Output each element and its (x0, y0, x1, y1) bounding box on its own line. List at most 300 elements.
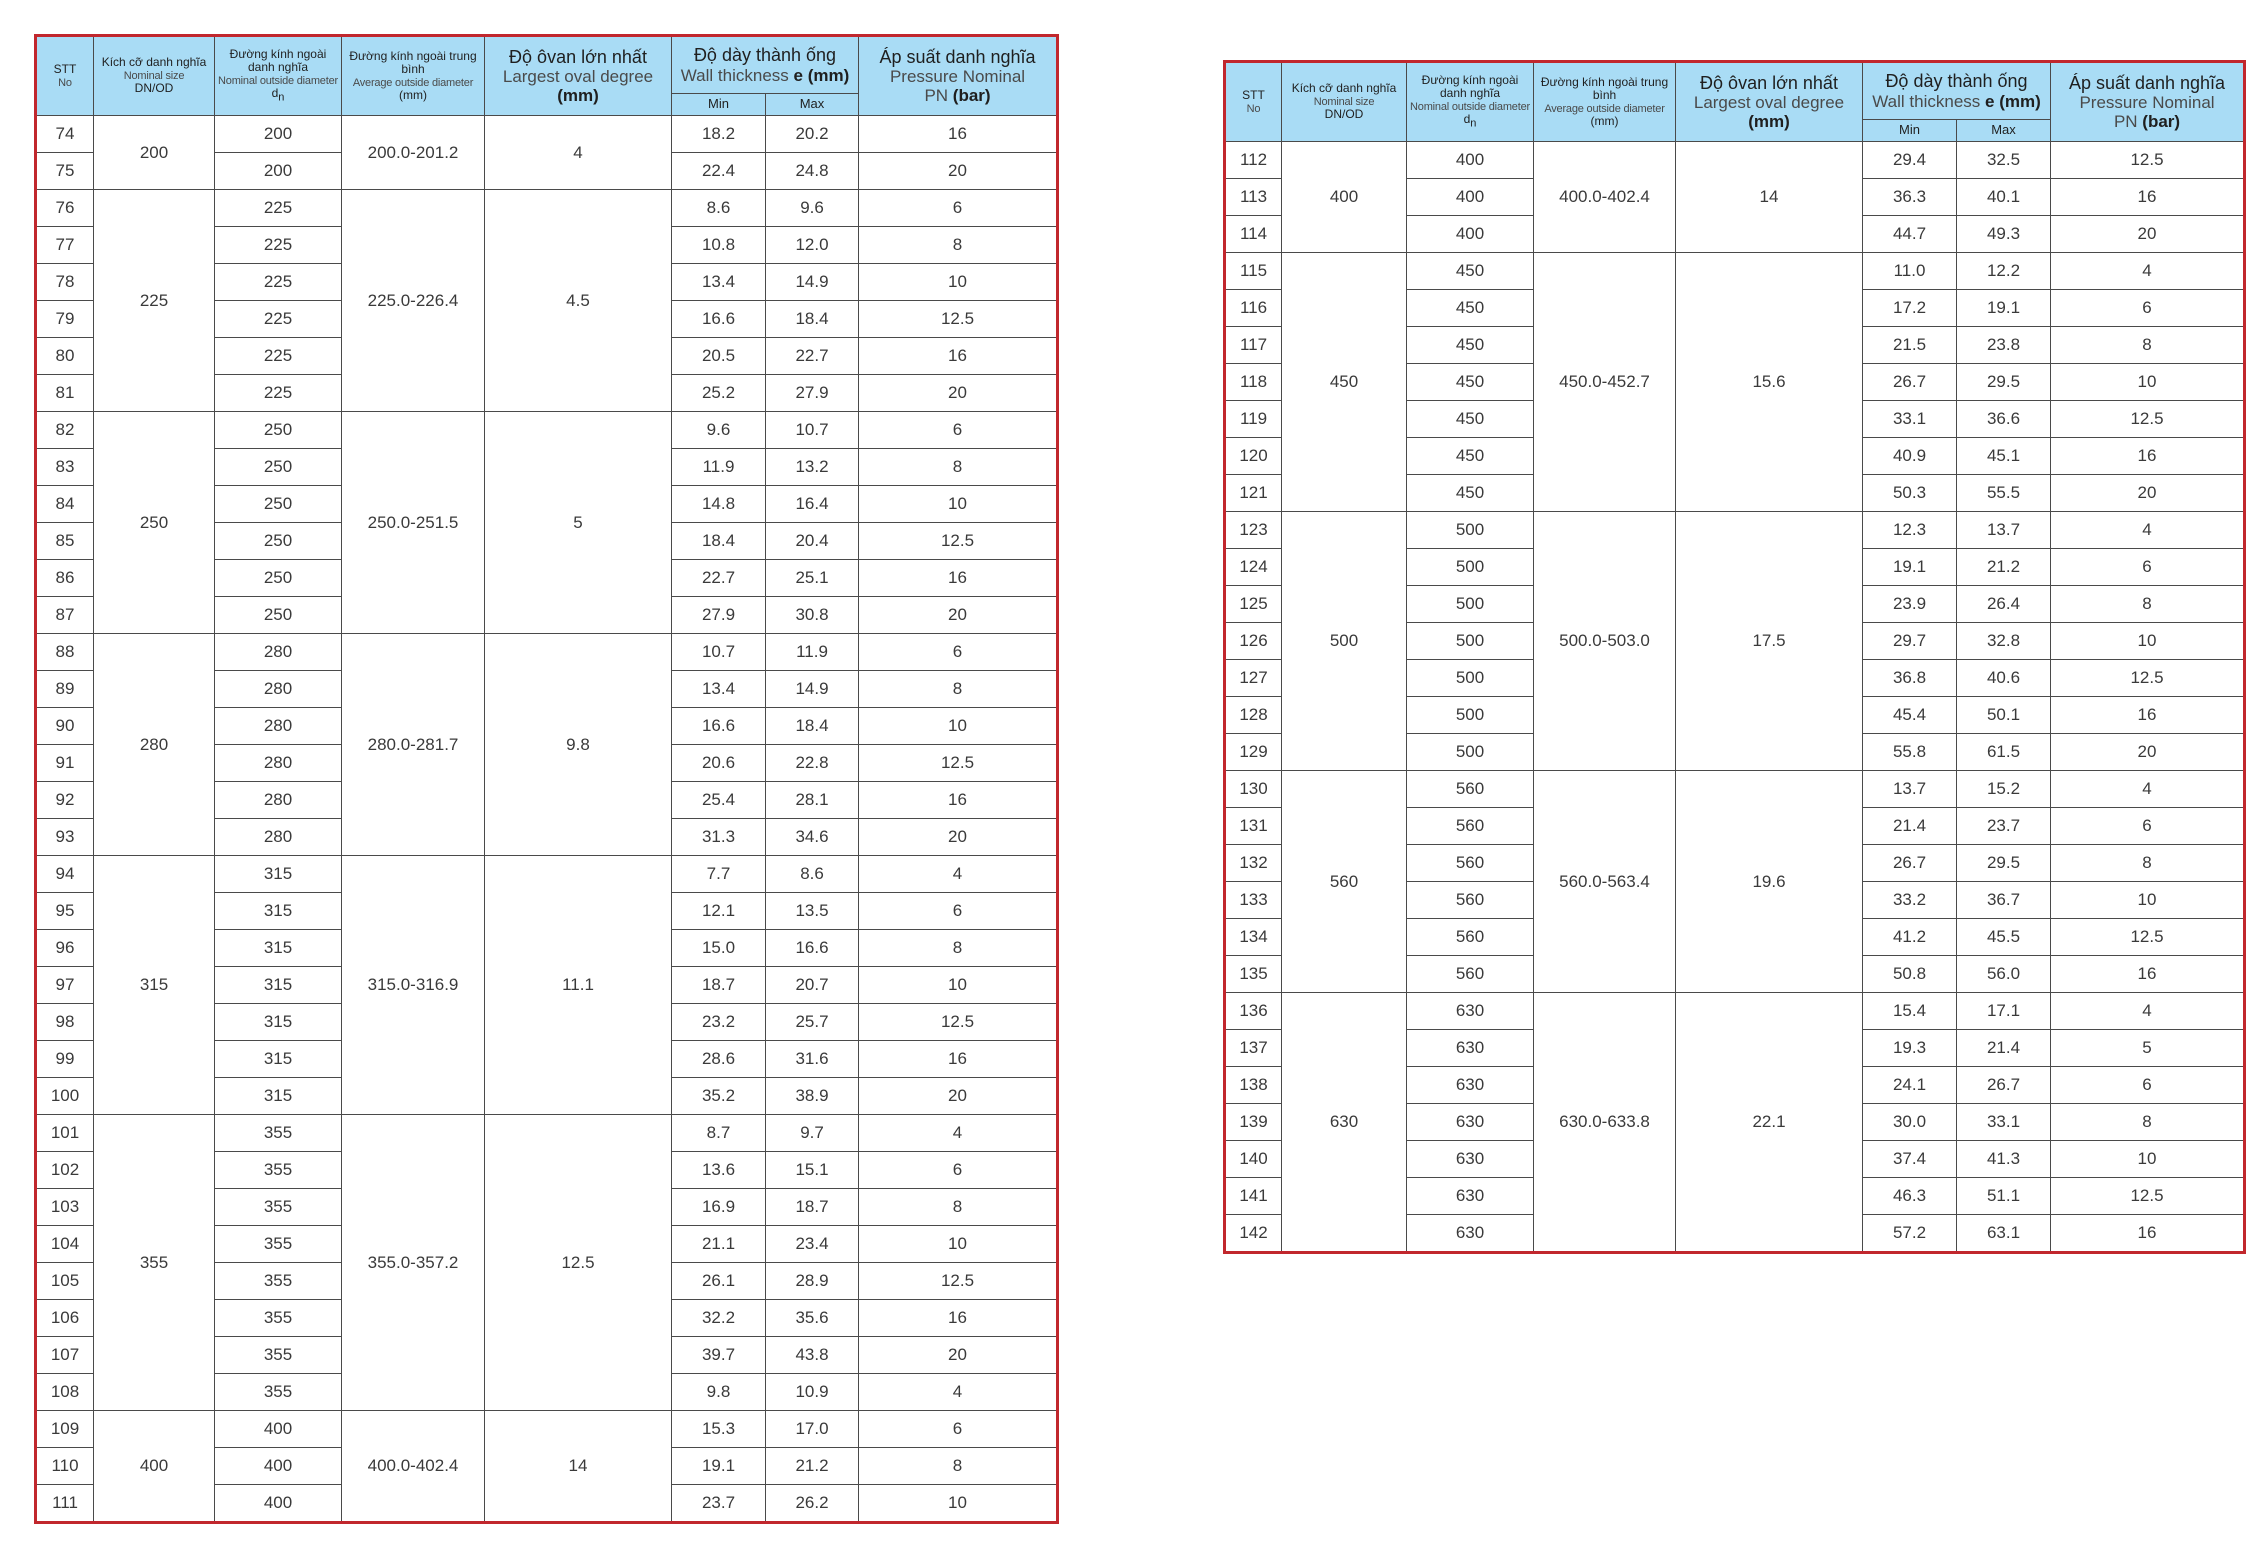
cell-nominal-od: 315 (215, 1078, 342, 1115)
cell-wall-max: 17.1 (1957, 993, 2051, 1030)
cell-wall-max: 35.6 (766, 1300, 859, 1337)
cell-wall-min: 36.3 (1863, 179, 1957, 216)
cell-stt: 108 (36, 1374, 94, 1411)
cell-stt: 81 (36, 375, 94, 412)
cell-stt: 86 (36, 560, 94, 597)
cell-pressure: 6 (2051, 808, 2245, 845)
cell-pressure: 10 (859, 486, 1058, 523)
cell-nominal-size: 280 (94, 634, 215, 856)
cell-nominal-size: 560 (1282, 771, 1407, 993)
cell-wall-max: 15.1 (766, 1152, 859, 1189)
cell-pressure: 4 (859, 1115, 1058, 1152)
cell-nominal-od: 250 (215, 449, 342, 486)
col-header-pn-unit: (bar) (952, 86, 991, 106)
cell-wall-min: 15.4 (1863, 993, 1957, 1030)
cell-pressure: 16 (859, 338, 1058, 375)
cell-wall-max: 18.4 (766, 708, 859, 745)
cell-nominal-size: 630 (1282, 993, 1407, 1253)
cell-stt: 134 (1225, 919, 1282, 956)
cell-pressure: 12.5 (859, 523, 1058, 560)
cell-wall-max: 23.7 (1957, 808, 2051, 845)
cell-nominal-od: 355 (215, 1226, 342, 1263)
cell-pressure: 8 (2051, 586, 2245, 623)
cell-wall-min: 21.5 (1863, 327, 1957, 364)
cell-wall-max: 15.2 (1957, 771, 2051, 808)
cell-stt: 78 (36, 264, 94, 301)
cell-wall-max: 14.9 (766, 264, 859, 301)
cell-pressure: 20 (859, 153, 1058, 190)
cell-stt: 89 (36, 671, 94, 708)
cell-nominal-od: 280 (215, 671, 342, 708)
cell-stt: 90 (36, 708, 94, 745)
col-header-size-en: Nominal size (1313, 95, 1375, 108)
cell-nominal-od: 355 (215, 1115, 342, 1152)
cell-wall-min: 55.8 (1863, 734, 1957, 771)
cell-nominal-od: 400 (215, 1411, 342, 1448)
cell-nominal-od: 560 (1407, 845, 1534, 882)
col-header-pn-prefix: PN (924, 86, 949, 106)
col-header-stt (1225, 62, 1282, 142)
cell-wall-max: 16.6 (766, 930, 859, 967)
cell-pressure: 6 (859, 893, 1058, 930)
cell-nominal-od: 400 (215, 1448, 342, 1485)
cell-wall-max: 20.2 (766, 116, 859, 153)
col-header-od-vi: Đường kính ngoài danh nghĩa (229, 47, 327, 75)
cell-wall-min: 29.7 (1863, 623, 1957, 660)
col-header-size-code: DN/OD (1324, 107, 1364, 122)
cell-nominal-od: 225 (215, 338, 342, 375)
table-row (1225, 771, 2245, 808)
cell-nominal-od: 200 (215, 116, 342, 153)
col-header-avg-en: Average outside diameter (352, 76, 474, 89)
cell-nominal-size: 400 (94, 1411, 215, 1523)
cell-nominal-od: 400 (1407, 216, 1534, 253)
cell-stt: 74 (36, 116, 94, 153)
col-header-average-od (1534, 62, 1676, 142)
cell-nominal-od: 315 (215, 1041, 342, 1078)
cell-wall-max: 29.5 (1957, 364, 2051, 401)
col-header-pn-vi: Áp suất danh nghĩa (2068, 72, 2226, 93)
cell-oval: 11.1 (485, 856, 672, 1115)
cell-stt: 125 (1225, 586, 1282, 623)
cell-stt: 112 (1225, 142, 1282, 179)
pipe-spec-table-left (34, 34, 1059, 1524)
cell-nominal-od: 250 (215, 560, 342, 597)
cell-wall-min: 10.8 (672, 227, 766, 264)
cell-wall-min: 50.3 (1863, 475, 1957, 512)
table-header (36, 36, 1058, 116)
cell-stt: 113 (1225, 179, 1282, 216)
cell-stt: 123 (1225, 512, 1282, 549)
cell-pressure: 6 (859, 634, 1058, 671)
col-header-average-od (342, 36, 485, 116)
cell-wall-max: 26.7 (1957, 1067, 2051, 1104)
cell-nominal-od: 560 (1407, 956, 1534, 993)
cell-wall-min: 14.8 (672, 486, 766, 523)
col-header-pn-vi: Áp suất danh nghĩa (879, 46, 1036, 67)
cell-pressure: 10 (859, 1226, 1058, 1263)
cell-stt: 127 (1225, 660, 1282, 697)
cell-nominal-od: 500 (1407, 549, 1534, 586)
cell-wall-min: 7.7 (672, 856, 766, 893)
cell-nominal-size: 355 (94, 1115, 215, 1411)
cell-stt: 120 (1225, 438, 1282, 475)
cell-pressure: 6 (2051, 549, 2245, 586)
cell-stt: 132 (1225, 845, 1282, 882)
cell-pressure: 8 (859, 671, 1058, 708)
cell-pressure: 6 (2051, 290, 2245, 327)
cell-wall-min: 19.1 (672, 1448, 766, 1485)
cell-nominal-size: 225 (94, 190, 215, 412)
cell-nominal-od: 630 (1407, 993, 1534, 1030)
cell-pressure: 8 (859, 227, 1058, 264)
col-header-wall-thickness (672, 36, 859, 94)
cell-oval: 17.5 (1676, 512, 1863, 771)
cell-nominal-od: 630 (1407, 1141, 1534, 1178)
cell-stt: 80 (36, 338, 94, 375)
cell-nominal-od: 280 (215, 819, 342, 856)
cell-nominal-od: 560 (1407, 808, 1534, 845)
cell-pressure: 20 (859, 375, 1058, 412)
cell-wall-max: 34.6 (766, 819, 859, 856)
cell-pressure: 10 (859, 264, 1058, 301)
cell-wall-max: 12.0 (766, 227, 859, 264)
col-header-min: Min (672, 94, 766, 116)
cell-pressure: 6 (859, 1152, 1058, 1189)
cell-wall-max: 41.3 (1957, 1141, 2051, 1178)
cell-wall-max: 20.7 (766, 967, 859, 1004)
cell-stt: 84 (36, 486, 94, 523)
cell-nominal-od: 630 (1407, 1104, 1534, 1141)
table-row (1225, 253, 2245, 290)
cell-wall-min: 9.8 (672, 1374, 766, 1411)
table-row (1225, 993, 2245, 1030)
cell-wall-min: 8.7 (672, 1115, 766, 1152)
cell-stt: 117 (1225, 327, 1282, 364)
col-header-wall-vi: Độ dày thành ống (1885, 71, 2028, 92)
cell-pressure: 16 (859, 1041, 1058, 1078)
cell-pressure: 8 (2051, 1104, 2245, 1141)
col-header-wall-thickness (1863, 62, 2051, 120)
cell-stt: 97 (36, 967, 94, 1004)
cell-pressure: 6 (859, 190, 1058, 227)
col-header-stt-vi: STT (53, 62, 77, 77)
cell-wall-min: 10.7 (672, 634, 766, 671)
cell-pressure: 8 (859, 1189, 1058, 1226)
cell-stt: 124 (1225, 549, 1282, 586)
cell-stt: 141 (1225, 1178, 1282, 1215)
table-body (1225, 142, 2245, 1253)
col-header-oval-en: Largest oval degree (502, 67, 654, 87)
cell-stt: 128 (1225, 697, 1282, 734)
cell-wall-min: 13.6 (672, 1152, 766, 1189)
cell-wall-min: 24.1 (1863, 1067, 1957, 1104)
col-header-od-en: Nominal outside diameter (218, 74, 338, 87)
col-header-size-vi: Kích cỡ danh nghĩa (1291, 81, 1397, 96)
cell-wall-max: 18.4 (766, 301, 859, 338)
cell-wall-max: 29.5 (1957, 845, 2051, 882)
cell-pressure: 20 (859, 1078, 1058, 1115)
cell-stt: 101 (36, 1115, 94, 1152)
cell-wall-max: 50.1 (1957, 697, 2051, 734)
cell-stt: 142 (1225, 1215, 1282, 1253)
cell-wall-max: 27.9 (766, 375, 859, 412)
cell-stt: 88 (36, 634, 94, 671)
cell-wall-min: 13.4 (672, 264, 766, 301)
col-header-max: Max (766, 94, 859, 116)
table-row (36, 634, 1058, 671)
cell-stt: 116 (1225, 290, 1282, 327)
cell-pressure: 4 (2051, 253, 2245, 290)
cell-stt: 133 (1225, 882, 1282, 919)
cell-pressure: 4 (2051, 512, 2245, 549)
cell-wall-min: 33.1 (1863, 401, 1957, 438)
cell-pressure: 16 (859, 560, 1058, 597)
cell-nominal-od: 355 (215, 1337, 342, 1374)
cell-nominal-od: 500 (1407, 734, 1534, 771)
cell-nominal-od: 560 (1407, 882, 1534, 919)
cell-nominal-od: 450 (1407, 401, 1534, 438)
cell-nominal-od: 280 (215, 634, 342, 671)
cell-wall-min: 45.4 (1863, 697, 1957, 734)
cell-stt: 111 (36, 1485, 94, 1523)
cell-wall-min: 37.4 (1863, 1141, 1957, 1178)
cell-stt: 75 (36, 153, 94, 190)
cell-wall-max: 12.2 (1957, 253, 2051, 290)
cell-wall-max: 9.7 (766, 1115, 859, 1152)
cell-stt: 119 (1225, 401, 1282, 438)
cell-nominal-od: 500 (1407, 697, 1534, 734)
cell-oval: 14 (485, 1411, 672, 1523)
cell-nominal-od: 315 (215, 930, 342, 967)
cell-pressure: 8 (859, 930, 1058, 967)
cell-wall-min: 28.6 (672, 1041, 766, 1078)
cell-pressure: 4 (859, 856, 1058, 893)
cell-nominal-od: 355 (215, 1300, 342, 1337)
cell-wall-max: 19.1 (1957, 290, 2051, 327)
cell-wall-max: 17.0 (766, 1411, 859, 1448)
cell-wall-min: 26.7 (1863, 845, 1957, 882)
cell-stt: 126 (1225, 623, 1282, 660)
cell-wall-min: 17.2 (1863, 290, 1957, 327)
col-header-pressure (859, 36, 1058, 116)
cell-stt: 82 (36, 412, 94, 449)
cell-nominal-od: 225 (215, 227, 342, 264)
cell-wall-min: 22.4 (672, 153, 766, 190)
cell-stt: 100 (36, 1078, 94, 1115)
cell-nominal-od: 630 (1407, 1178, 1534, 1215)
cell-wall-min: 19.3 (1863, 1030, 1957, 1067)
cell-wall-max: 28.1 (766, 782, 859, 819)
cell-wall-max: 21.4 (1957, 1030, 2051, 1067)
cell-pressure: 6 (859, 412, 1058, 449)
cell-stt: 129 (1225, 734, 1282, 771)
cell-pressure: 10 (859, 708, 1058, 745)
cell-stt: 131 (1225, 808, 1282, 845)
col-header-nominal-size (1282, 62, 1407, 142)
cell-pressure: 10 (859, 1485, 1058, 1523)
cell-wall-min: 50.8 (1863, 956, 1957, 993)
cell-nominal-od: 280 (215, 708, 342, 745)
cell-wall-max: 30.8 (766, 597, 859, 634)
cell-pressure: 10 (2051, 882, 2245, 919)
cell-nominal-od: 355 (215, 1152, 342, 1189)
cell-pressure: 8 (2051, 845, 2245, 882)
cell-wall-max: 45.1 (1957, 438, 2051, 475)
cell-wall-max: 14.9 (766, 671, 859, 708)
cell-wall-min: 35.2 (672, 1078, 766, 1115)
cell-nominal-od: 400 (215, 1485, 342, 1523)
cell-stt: 137 (1225, 1030, 1282, 1067)
cell-nominal-od: 560 (1407, 771, 1534, 808)
cell-wall-min: 16.6 (672, 708, 766, 745)
cell-pressure: 8 (859, 1448, 1058, 1485)
cell-nominal-od: 450 (1407, 327, 1534, 364)
col-header-od-symbol (215, 87, 341, 104)
cell-nominal-od: 315 (215, 893, 342, 930)
cell-pressure: 10 (859, 967, 1058, 1004)
col-header-max: Max (1957, 120, 2051, 142)
cell-average-od: 250.0-251.5 (342, 412, 485, 634)
cell-pressure: 20 (2051, 475, 2245, 512)
cell-pressure: 20 (2051, 216, 2245, 253)
cell-nominal-od: 225 (215, 190, 342, 227)
cell-wall-min: 13.4 (672, 671, 766, 708)
cell-stt: 115 (1225, 253, 1282, 290)
cell-wall-max: 21.2 (1957, 549, 2051, 586)
table-row (1225, 142, 2245, 179)
cell-wall-min: 25.4 (672, 782, 766, 819)
cell-pressure: 10 (2051, 364, 2245, 401)
cell-wall-max: 13.2 (766, 449, 859, 486)
cell-wall-min: 22.7 (672, 560, 766, 597)
cell-stt: 77 (36, 227, 94, 264)
od-symbol: d (271, 86, 279, 101)
cell-nominal-od: 315 (215, 1004, 342, 1041)
cell-nominal-size: 315 (94, 856, 215, 1115)
cell-wall-min: 9.6 (672, 412, 766, 449)
cell-nominal-size: 200 (94, 116, 215, 190)
cell-wall-min: 16.6 (672, 301, 766, 338)
cell-wall-min: 26.1 (672, 1263, 766, 1300)
col-header-stt-en: No (58, 76, 72, 89)
col-header-nominal-od (215, 36, 342, 116)
cell-nominal-size: 500 (1282, 512, 1407, 771)
cell-pressure: 12.5 (2051, 142, 2245, 179)
col-header-wall-unit: e (mm) (793, 65, 850, 85)
cell-wall-min: 20.6 (672, 745, 766, 782)
cell-stt: 99 (36, 1041, 94, 1078)
cell-wall-max: 43.8 (766, 1337, 859, 1374)
cell-stt: 138 (1225, 1067, 1282, 1104)
cell-nominal-od: 500 (1407, 623, 1534, 660)
col-header-od-en: Nominal outside diameter (1410, 100, 1530, 113)
cell-stt: 135 (1225, 956, 1282, 993)
col-header-od-symbol (1407, 113, 1533, 130)
cell-stt: 93 (36, 819, 94, 856)
cell-wall-max: 32.8 (1957, 623, 2051, 660)
cell-nominal-od: 630 (1407, 1067, 1534, 1104)
cell-pressure: 10 (2051, 1141, 2245, 1178)
cell-stt: 91 (36, 745, 94, 782)
cell-stt: 118 (1225, 364, 1282, 401)
cell-stt: 105 (36, 1263, 94, 1300)
cell-oval: 15.6 (1676, 253, 1863, 512)
cell-stt: 102 (36, 1152, 94, 1189)
cell-wall-min: 41.2 (1863, 919, 1957, 956)
col-header-stt-vi: STT (1242, 88, 1265, 103)
cell-oval: 4.5 (485, 190, 672, 412)
cell-wall-max: 63.1 (1957, 1215, 2051, 1253)
cell-stt: 79 (36, 301, 94, 338)
col-header-size-code: DN/OD (134, 81, 174, 96)
cell-pressure: 12.5 (859, 1004, 1058, 1041)
cell-stt: 121 (1225, 475, 1282, 512)
col-header-pressure (2051, 62, 2245, 142)
cell-pressure: 8 (2051, 327, 2245, 364)
col-header-stt (36, 36, 94, 116)
cell-wall-min: 20.5 (672, 338, 766, 375)
cell-pressure: 20 (859, 819, 1058, 856)
cell-wall-min: 18.7 (672, 967, 766, 1004)
col-header-pn-unit-line (859, 86, 1056, 105)
cell-nominal-od: 250 (215, 486, 342, 523)
cell-average-od: 500.0-503.0 (1534, 512, 1676, 771)
cell-nominal-od: 280 (215, 782, 342, 819)
col-header-wall-unit: e (mm) (1985, 91, 2041, 111)
header-row-top (36, 36, 1058, 94)
cell-wall-max: 13.5 (766, 893, 859, 930)
cell-wall-min: 26.7 (1863, 364, 1957, 401)
cell-oval: 22.1 (1676, 993, 1863, 1253)
cell-pressure: 10 (2051, 623, 2245, 660)
cell-pressure: 20 (2051, 734, 2245, 771)
cell-wall-max: 25.7 (766, 1004, 859, 1041)
cell-average-od: 355.0-357.2 (342, 1115, 485, 1411)
cell-oval: 4 (485, 116, 672, 190)
pipe-spec-table-right (1223, 60, 2246, 1254)
cell-nominal-od: 250 (215, 523, 342, 560)
cell-wall-max: 40.1 (1957, 179, 2051, 216)
cell-oval: 14 (1676, 142, 1863, 253)
cell-nominal-od: 450 (1407, 438, 1534, 475)
cell-pressure: 16 (2051, 1215, 2245, 1253)
cell-wall-max: 36.7 (1957, 882, 2051, 919)
cell-stt: 103 (36, 1189, 94, 1226)
cell-wall-max: 18.7 (766, 1189, 859, 1226)
cell-average-od: 315.0-316.9 (342, 856, 485, 1115)
cell-stt: 85 (36, 523, 94, 560)
table-row (36, 1411, 1058, 1448)
cell-wall-max: 20.4 (766, 523, 859, 560)
cell-wall-max: 55.5 (1957, 475, 2051, 512)
col-header-pn-en: Pressure Nominal (2079, 93, 2215, 113)
cell-oval: 5 (485, 412, 672, 634)
cell-wall-max: 24.8 (766, 153, 859, 190)
cell-nominal-od: 355 (215, 1263, 342, 1300)
cell-wall-max: 25.1 (766, 560, 859, 597)
cell-wall-min: 12.3 (1863, 512, 1957, 549)
cell-average-od: 560.0-563.4 (1534, 771, 1676, 993)
cell-wall-min: 8.6 (672, 190, 766, 227)
col-header-stt-en: No (1246, 102, 1261, 115)
cell-nominal-od: 225 (215, 264, 342, 301)
col-header-oval-vi: Độ ôvan lớn nhất (1700, 72, 1838, 93)
cell-pressure: 8 (859, 449, 1058, 486)
cell-stt: 136 (1225, 993, 1282, 1030)
cell-average-od: 400.0-402.4 (342, 1411, 485, 1523)
cell-pressure: 16 (859, 1300, 1058, 1337)
